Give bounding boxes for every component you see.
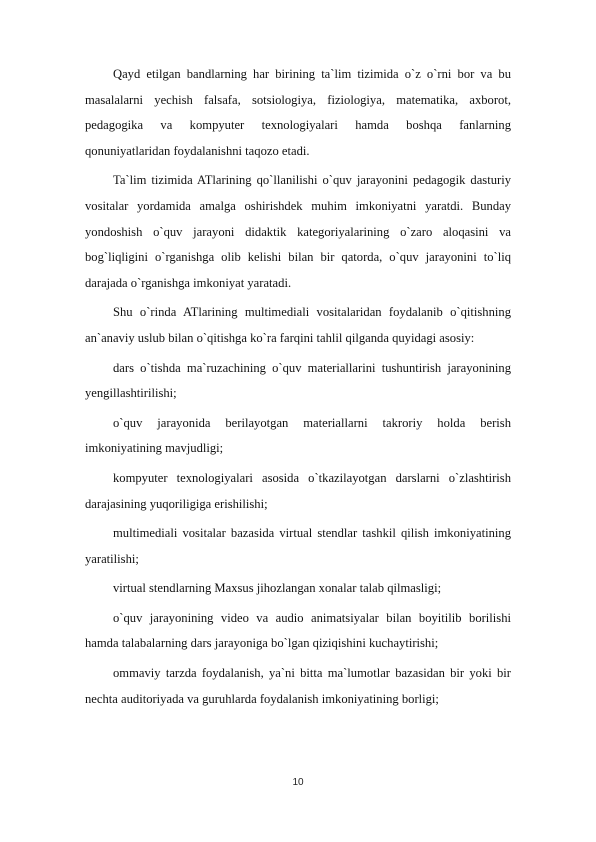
list-item-6: o`quv jarayonining video va audio animatsiyalar bilan boyitilib borilishi hamda talabalarning dars jarayoniga bo`lgan qiziqishini kuchaytirishi; [85,610,511,651]
list-item-2: o`quv jarayonida berilayotgan materiallarni takroriy holda berish imkoniyatining mavjudligi; [85,415,511,456]
list-item-3: kompyuter texnologiyalari asosida o`tkazilayotgan darslarni o`zlashtirish darajasining yuqoriligiga erishilishi; [85,470,511,511]
paragraph-1: Qayd etilgan bandlarning har birining ta`lim tizimida o`z o`rni bor va bu masalalarni yechish falsafa, sotsiologiya, fiziologiya, matematika, axborot, pedagogika va kompyuter texnologiyalari hamda boshqa fanlarning qonuniyatlaridan foydalanishni taqozo etadi. [85,67,511,158]
body-text [85,62,511,716]
list-item-4: multimediali vositalar bazasida virtual stendlar tashkil qilish imkoniyatining yaratilishi; [85,526,511,566]
paragraph-3: Shu o`rinda ATlarining multimediali vositalaridan foydalanib o`qitishning an`anaviy uslub bilan o`qitishga ko`ra farqini tahlil qilganda quyidagi asosiy: [85,305,511,345]
list-item-1: dars o`tishda ma`ruzachining o`quv materiallarini tushuntirish jarayonining yengillashtirilishi; [85,360,511,401]
paragraph-2: Ta`lim tizimida ATlarining qo`llanilishi o`quv jarayonini pedagogik dasturiy vositalar yordamida amalga oshirishdek muhim imkoniyatni yaratdi. Bunday yondoshish o`quv jarayoni didaktik kategoriyalarining o`zaro aloqasini va bog`liqligini o`rganishga olib kelishi bilan bir qatorda, o`quv jarayonini to`liq darajada o`rganishga imkoniyat yaratadi. [85,173,511,290]
list-item-7: ommaviy tarzda foydalanish, ya`ni bitta ma`lumotlar bazasidan bir yoki bir nechta auditoriyada va guruhlarda foydalanish imkoniyatining borligi; [85,666,511,706]
list-item-5: virtual stendlarning Maxsus jihozlangan xonalar talab qilmasligi; [113,581,442,596]
page-number: 10 [292,777,304,788]
